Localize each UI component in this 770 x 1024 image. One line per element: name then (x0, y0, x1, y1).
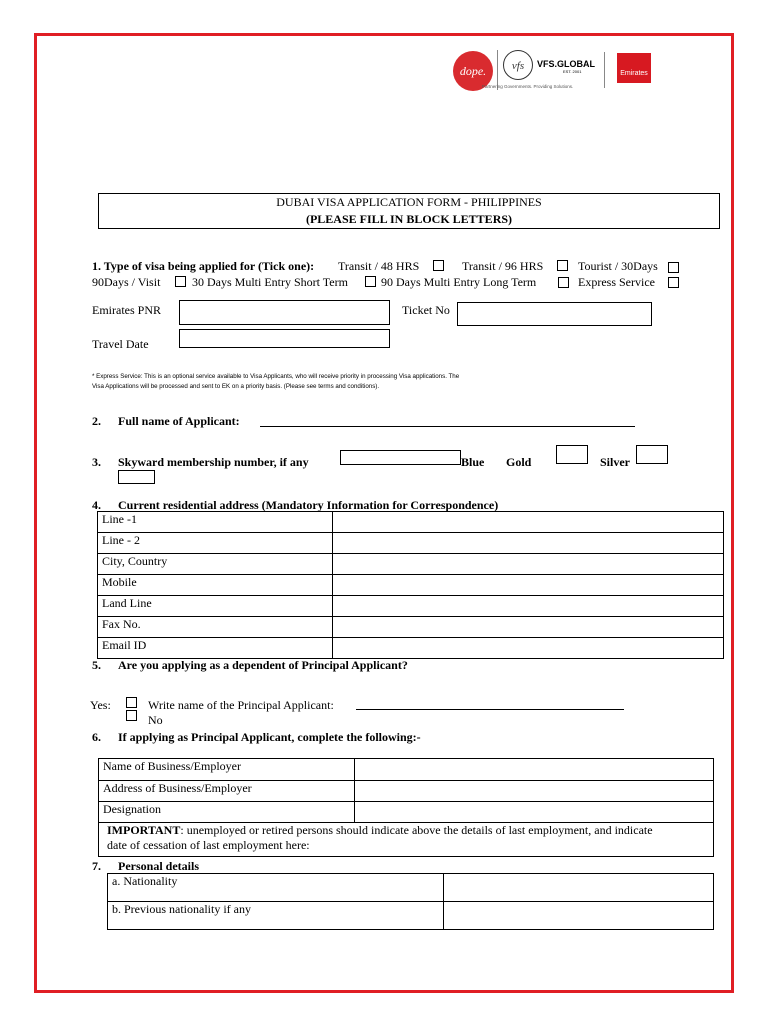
q7-number: 7. (92, 859, 101, 873)
address-row-label: Fax No. (98, 617, 333, 638)
employer-row-label: Name of Business/Employer (99, 759, 355, 781)
vfs-logo: vfs (503, 50, 533, 80)
q6-label: If applying as Principal Applicant, complete the following:- (118, 730, 421, 744)
employer-row-label: Address of Business/Employer (99, 781, 355, 802)
ticket-input[interactable] (457, 302, 652, 326)
employer-row (99, 781, 714, 802)
address-row (98, 575, 724, 596)
important-row (99, 823, 714, 857)
important-note (99, 823, 714, 857)
address-row (98, 617, 724, 638)
q5-label: Are you applying as a dependent of Principal Applicant? (118, 658, 408, 672)
express-note-2: Visa Applications will be processed and sent to EK on a priority basis. (Please see terms and conditions). (92, 383, 380, 390)
nationality-input[interactable] (444, 874, 714, 902)
address-row (98, 596, 724, 617)
landline-input[interactable] (333, 596, 724, 617)
personal-table (107, 873, 714, 930)
employer-address-input[interactable] (355, 781, 714, 802)
q6-number: 6. (92, 730, 101, 744)
full-name-input[interactable] (260, 426, 635, 427)
address-line2-input[interactable] (333, 533, 724, 554)
express-note-1: * Express Service: This is an optional service available to Visa Applicants, who will receive priority in processing Visa applications. The (92, 373, 460, 380)
important-text-2: date of cessation of last employment here: (107, 838, 310, 852)
gold-checkbox[interactable] (556, 445, 588, 464)
address-row-label: Mobile (98, 575, 333, 596)
travel-date-label: Travel Date (92, 337, 149, 351)
blue-label: Blue (461, 455, 485, 469)
tourist30-label: Tourist / 30Days (578, 259, 658, 273)
vfs-tagline: Partnering Governments. Providing Solutions. (482, 84, 574, 89)
gold-label: Gold (506, 455, 532, 469)
form-title: DUBAI VISA APPLICATION FORM - PHILIPPINES (276, 195, 542, 209)
q2-label: Full name of Applicant: (118, 414, 240, 428)
personal-row (108, 874, 714, 902)
employer-row (99, 759, 714, 781)
transit96-checkbox[interactable] (557, 260, 568, 271)
emirates-logo: Emirates (617, 53, 651, 83)
address-line1-input[interactable] (333, 512, 724, 533)
address-row-label: Line -1 (98, 512, 333, 533)
q4-label: Current residential address (Mandatory Information for Correspondence) (118, 498, 499, 512)
designation-input[interactable] (355, 802, 714, 823)
q5-number: 5. (92, 658, 101, 672)
transit48-label: Transit / 48 HRS (338, 259, 420, 273)
transit48-checkbox[interactable] (433, 260, 444, 271)
express-label: Express Service (578, 275, 655, 289)
pnr-input[interactable] (179, 300, 390, 325)
vfs-global-text: VFS.GLOBAL (537, 59, 595, 69)
q1-label: 1. Type of visa being applied for (Tick one): (92, 259, 315, 273)
yes-label: Yes: (90, 698, 111, 712)
multi90-checkbox[interactable] (558, 277, 569, 288)
mobile-input[interactable] (333, 575, 724, 596)
no-label: No (148, 713, 163, 727)
address-row-label: City, Country (98, 554, 333, 575)
express-checkbox[interactable] (668, 277, 679, 288)
important-label: IMPORTANT (107, 823, 181, 837)
address-table (97, 511, 724, 659)
multi30-checkbox[interactable] (365, 276, 376, 287)
vfs-est-text: EST. 2001 (563, 69, 582, 74)
write-name-label: Write name of the Principal Applicant: (148, 698, 334, 712)
silver-checkbox[interactable] (636, 445, 668, 464)
blue-checkbox[interactable] (118, 470, 155, 484)
ticket-label: Ticket No (402, 303, 450, 317)
skyward-input[interactable] (340, 450, 461, 465)
address-row (98, 638, 724, 659)
pnr-label: Emirates PNR (92, 303, 161, 317)
employer-row (99, 802, 714, 823)
visit90-checkbox[interactable] (175, 276, 186, 287)
q3-label: Skyward membership number, if any (118, 455, 309, 469)
transit96-label: Transit / 96 HRS (462, 259, 544, 273)
dope-logo: dope. (453, 51, 493, 91)
employer-row-label: Designation (99, 802, 355, 823)
travel-date-input[interactable] (179, 329, 390, 348)
important-text: : unemployed or retired persons should indicate above the details of last employment, and indicate (180, 823, 653, 837)
address-row (98, 512, 724, 533)
fax-input[interactable] (333, 617, 724, 638)
form-subtitle: (PLEASE FILL IN BLOCK LETTERS) (305, 212, 513, 226)
visit90-label: 90Days / Visit (92, 275, 161, 289)
logo-divider-2 (604, 52, 605, 88)
email-input[interactable] (333, 638, 724, 659)
silver-label: Silver (600, 455, 630, 469)
address-row-label: Line - 2 (98, 533, 333, 554)
employer-table (98, 758, 714, 857)
personal-row (108, 902, 714, 930)
tourist30-checkbox[interactable] (668, 262, 679, 273)
q2-number: 2. (92, 414, 101, 428)
q3-number: 3. (92, 455, 101, 469)
personal-row-label: b. Previous nationality if any (108, 902, 444, 930)
q7-label: Personal details (118, 859, 199, 873)
no-checkbox[interactable] (126, 710, 137, 721)
previous-nationality-input[interactable] (444, 902, 714, 930)
principal-name-input[interactable] (356, 709, 624, 710)
employer-name-input[interactable] (355, 759, 714, 781)
personal-row-label: a. Nationality (108, 874, 444, 902)
multi90-label: 90 Days Multi Entry Long Term (381, 275, 537, 289)
city-country-input[interactable] (333, 554, 724, 575)
yes-checkbox[interactable] (126, 697, 137, 708)
address-row (98, 554, 724, 575)
multi30-label: 30 Days Multi Entry Short Term (192, 275, 348, 289)
address-row-label: Email ID (98, 638, 333, 659)
address-row-label: Land Line (98, 596, 333, 617)
q4-number: 4. (92, 498, 101, 512)
address-row (98, 533, 724, 554)
